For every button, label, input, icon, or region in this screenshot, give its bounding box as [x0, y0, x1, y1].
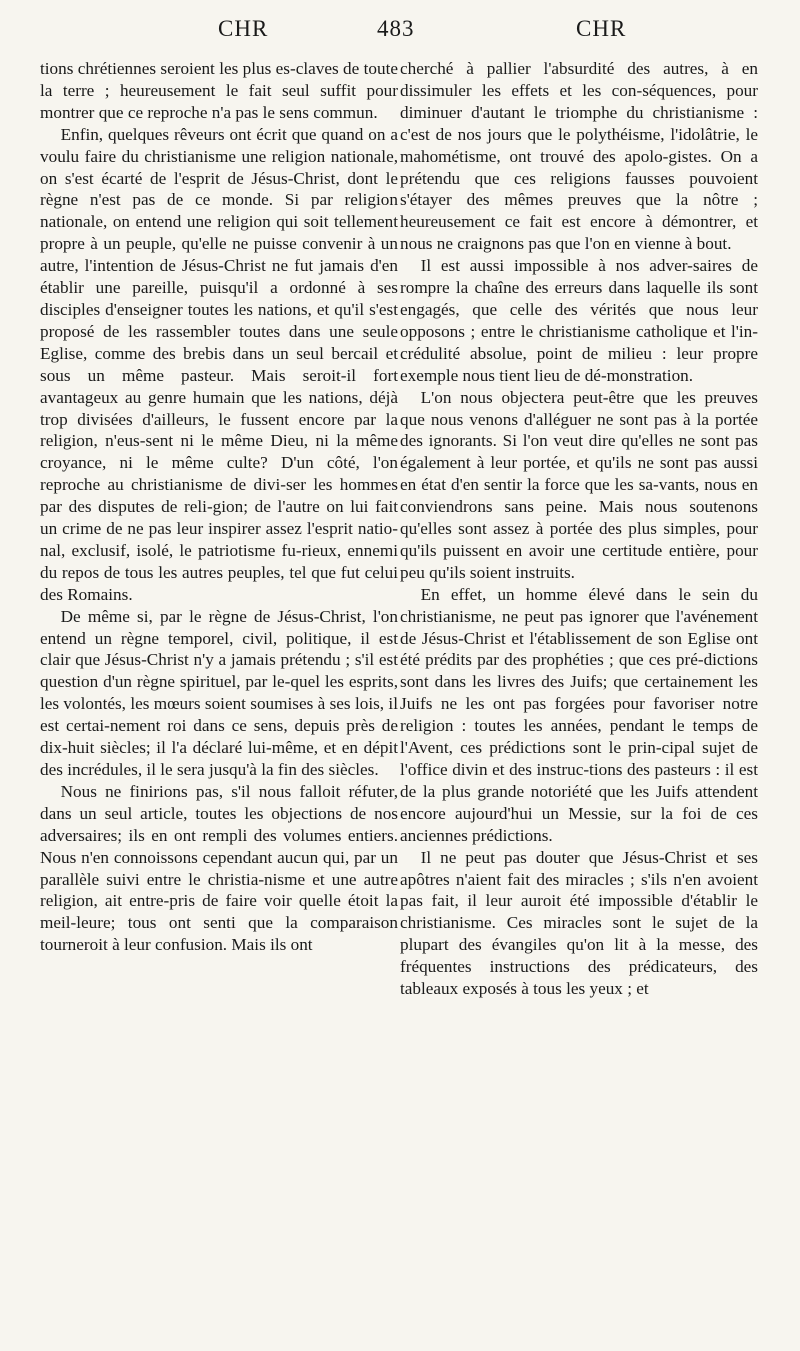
paragraph: En effet, un homme élevé dans le sein du christianisme, ne peut pas ignorer que l'avénement de Jésus-Christ et l'établissement de son Eglise ont été prédits par des prophéties ; que ces pré-dictions sont dans les livres des Juifs; que certainement les Juifs ne les ont pas forgées pour favoriser notre religion : toutes les années, pendant le temps de l'Avent, ces prédictions sont le prin-cipal sujet de l'office divin et des instruc-tions des pasteurs : il est de la plus grande notoriété que les Juifs attendent encore aujourd'hui un Messie, sur la foi de ces anciennes prédictions.	[400, 584, 758, 845]
paragraph: Nous ne finirions pas, s'il nous falloit réfuter, dans un seul article, toutes les objections de nos adversaires; ils en ont rempli des volumes entiers. Nous n'en connoissons cependant aucun qui, par un parallèle suivi entre le christia-nisme et une autre religion, ait entre-pris de faire voir quelle étoit la meil-leure; tous ont senti que la comparaison tourneroit à leur confusion. Mais ils ont	[40, 781, 398, 955]
paragraph: cherché à pallier l'absurdité des autres, à en dissimuler les effets et les con-séquences, pour diminuer d'autant le triomphe du christianisme : c'est de nos jours que le polythéisme, l'idolâtrie, le mahométisme, ont trouvé des apolo-gistes. On a prétendu que ces religions fausses pouvoient s'étayer des mêmes preuves que la nôtre ; heureusement ce fait est encore à démontrer, et nous ne craignons pas que l'on en vienne à bout.	[400, 59, 758, 254]
header-left: CHR	[218, 16, 269, 41]
paragraph: tions chrétiennes seroient les plus es-claves de toute la terre ; heureusement le fait seul suffit pour montrer que ce reproche n'a pas le sens commun.	[40, 59, 398, 122]
running-header	[40, 16, 760, 52]
paragraph: De même si, par le règne de Jésus-Christ, l'on entend un règne temporel, civil, politique, il est clair que Jésus-Christ n'y a jamais prétendu ; s'il est question d'un règne spirituel, par le-quel les esprits, les volontés, les mœurs soient soumises à ses lois, il est certai-nement roi dans ce sens, depuis près de dix-huit siècles; il l'a déclaré lui-même, et en dépit des incrédules, il le sera jusqu'à la fin des siècles.	[40, 606, 398, 779]
paragraph: Il est aussi impossible à nos adver-saires de rompre la chaîne des erreurs dans laquelle ils sont engagés, que celle des vérités que nous leur opposons ; entre le christianisme catholique et l'in-crédulité absolue, point de milieu : leur propre exemple nous tient lieu de dé-monstration.	[400, 256, 758, 385]
paragraph: Il ne peut pas douter que Jésus-Christ et ses apôtres n'aient fait des miracles ; s'ils n'en avoient pas fait, il leur auroit été impossible d'établir le christianisme. Ces miracles sont le sujet de la plupart des évangiles qu'on lit à la messe, des fréquentes instructions des prédicateurs, des tableaux exposés à tous les yeux ; et	[400, 847, 758, 999]
left-column	[40, 58, 398, 956]
paragraph: L'on nous objectera peut-être que les preuves que nous venons d'alléguer ne sont pas à la portée des ignorants. Si l'on veut dire qu'elles ne sont pas également à leur portée, et qu'ils ne sont pas aussi en état d'en sentir la force que les sa-vants, nous en conviendrons sans peine. Mais nous soutenons qu'elles sont assez à portée des plus simples, pour qu'ils puissent en avoir une certitude entière, pour peu qu'ils soient instruits.	[400, 387, 758, 582]
right-column	[400, 58, 758, 1000]
paragraph: Enfin, quelques rêveurs ont écrit que quand on a voulu faire du christianisme une religion nationale, on s'est écarté de l'esprit de Jésus-Christ, dont le règne n'est pas de ce monde. Si par religion nationale, on entend une religion qui soit tellement propre à un peuple, qu'elle ne puisse convenir à un autre, l'intention de Jésus-Christ ne fut jamais d'en établir une pareille, puisqu'il a ordonné à ses disciples d'enseigner toutes les nations, et qu'il s'est proposé de les rassembler toutes dans une seule Eglise, comme des brebis dans un seul bercail et sous un même pasteur. Mais seroit-il fort avantageux au genre humain que les nations, déjà trop divisées d'ailleurs, le fussent encore par la religion, n'eus-sent ni le même Dieu, ni la même croyance, ni le même culte? D'un côté, l'on reproche au christianisme de divi-ser les hommes par des disputes de reli-gion; de l'autre on lui fait un crime de ne pas leur inspirer assez l'esprit natio-nal, exclusif, isolé, le patriotisme fu-rieux, ennemi du repos de tous les autres peuples, tel que fut celui des Romains.	[40, 124, 398, 604]
page-number: 483	[377, 16, 415, 41]
header-right: CHR	[576, 16, 627, 41]
